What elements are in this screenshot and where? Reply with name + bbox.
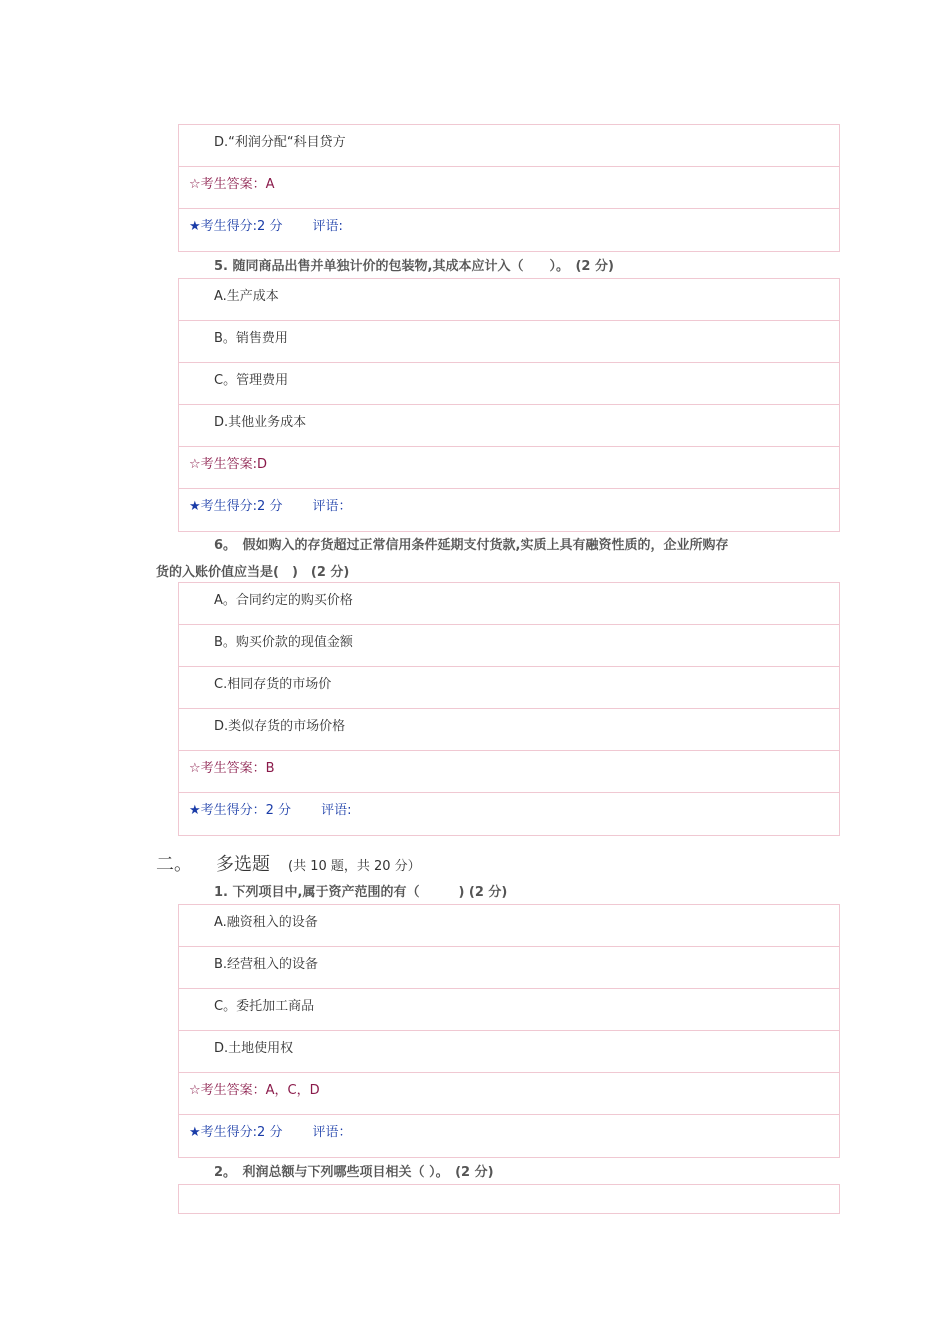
score-text: ★考生得分:2 分 [189,219,283,234]
q4-tail-box [178,124,840,252]
question-5-box [178,278,840,532]
score-row [179,1115,839,1157]
option-a-text: A。合同约定的购买价格 [214,593,353,608]
comment-label: 评语： [312,499,352,514]
option-row[interactable] [179,321,839,363]
option-d-text: D.类似存货的市场价格 [214,719,346,734]
option-c-text: C.相同存货的市场价 [214,677,332,692]
comment-label: 评语: [321,803,352,818]
score-row [179,489,839,531]
answer-row [179,751,839,793]
option-d-text: D.土地使用权 [214,1041,294,1056]
student-answer: ☆考生答案：B [189,761,275,776]
option-row[interactable] [179,989,839,1031]
comment-label: 评语： [312,1125,352,1140]
score-row [179,793,839,835]
score-text: ★考生得分:2 分 [189,499,283,514]
multi-question-2-box [178,1184,840,1214]
option-row[interactable] [179,947,839,989]
option-d-text: D.“利润分配“科目贷方 [214,135,346,150]
option-row[interactable] [179,279,839,321]
score-text: ★考生得分:2 分 [189,1125,283,1140]
option-row[interactable] [179,363,839,405]
answer-row [179,1073,839,1115]
student-score [189,215,343,234]
student-score [189,1121,351,1140]
multi-question-2-title: 2。 利润总额与下列哪些项目相关（ ）。 (2 分) [214,1165,494,1180]
option-row[interactable] [179,667,839,709]
answer-row [179,447,839,489]
comment-label: 评语: [312,219,343,234]
option-b-text: B。购买价款的现值金额 [214,635,353,650]
section-info: (共 10 题，共 20 分） [288,859,421,874]
student-score [189,495,351,514]
option-b-text: B。销售费用 [214,331,288,346]
option-c-text: C。委托加工商品 [214,999,315,1014]
section-index: 二。 [156,854,192,875]
option-row[interactable] [179,583,839,625]
option-row[interactable] [179,625,839,667]
student-answer: ☆考生答案：A，C，D [189,1083,320,1098]
question-5-title: 5. 随同商品出售并单独计价的包装物,其成本应计入（ ）。 (2 分) [214,259,614,274]
question-6-title-line2: 货的入账价值应当是( ) (2 分) [156,565,350,580]
option-d-text: D.其他业务成本 [214,415,307,430]
question-6-title-line1: 6。 假如购入的存货超过正常信用条件延期支付货款,实质上具有融资性质的，企业所购存 [214,538,729,553]
option-a-text: A.生产成本 [214,289,279,304]
score-row [179,209,839,251]
option-c-text: C。管理费用 [214,373,289,388]
option-row[interactable] [179,709,839,751]
student-answer: ☆考生答案：A [189,177,275,192]
answer-row [179,167,839,209]
option-b-text: B.经营租入的设备 [214,957,319,972]
score-text: ★考生得分：2 分 [189,803,292,818]
option-row[interactable] [179,405,839,447]
multi-question-1-box [178,904,840,1158]
option-row[interactable] [179,125,839,167]
question-6-box [178,582,840,836]
student-answer: ☆考生答案:D [189,457,268,472]
option-a-text: A.融资租入的设备 [214,915,318,930]
multi-question-1-title: 1. 下列项目中,属于资产范围的有（ ) (2 分) [214,885,508,900]
section-2-heading [156,850,421,876]
option-row[interactable] [179,905,839,947]
section-name: 多选题 [216,854,270,875]
option-row[interactable] [179,1031,839,1073]
student-score [189,799,351,818]
